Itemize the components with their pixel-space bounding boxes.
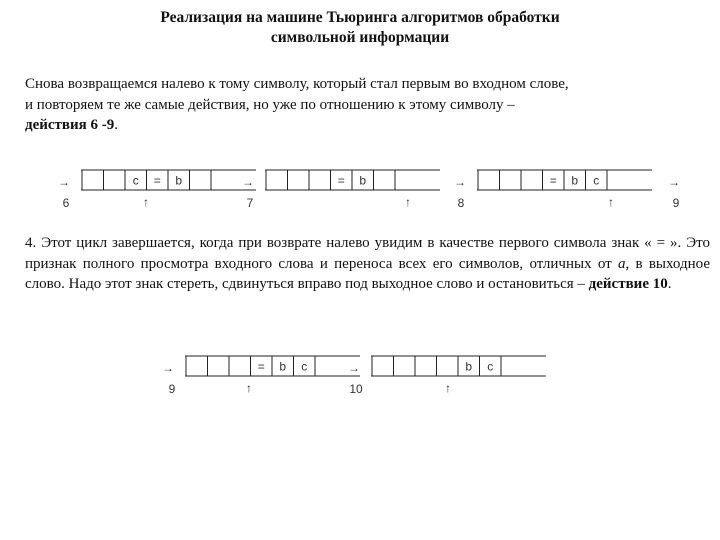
tape-cell-symbol: b (279, 359, 287, 374)
paragraph-2-var: a (617, 255, 626, 272)
paragraph-1-line-2: и повторяем те же самые действия, но уже по отношению к этому символу – (25, 96, 515, 113)
tape-cell-symbol: c (301, 359, 308, 374)
state-arrow-icon: → (58, 175, 70, 189)
tape-cell-symbol: = (337, 173, 345, 188)
state-arrow-icon: → (454, 175, 466, 189)
paragraph-2-bold: действие 10 (588, 276, 668, 292)
paragraph-2-text-a: 4. Этот цикл завершается, когда при возврате налево увидим в качестве первого символа знак « = ». Это признак полного просмотра входного слова и переноса всех его символов, отличных от (25, 235, 710, 272)
head-arrow-icon: ↑ (608, 195, 614, 209)
tape-cell-symbol: = (257, 359, 265, 374)
tape-cell-symbol: c (593, 173, 600, 188)
tape-diagram-step-7 (242, 170, 440, 210)
paragraph-2-end: . (667, 276, 672, 292)
state-arrow-icon: → (242, 175, 254, 189)
step-label: 6 (62, 196, 70, 210)
next-step-marker (668, 175, 680, 210)
head-arrow-icon: ↑ (246, 381, 252, 395)
step-label: 9 (168, 382, 176, 396)
paragraph-1-bold: действия 6 -9 (25, 117, 115, 133)
state-arrow-icon: → (162, 361, 174, 375)
head-arrow-icon: ↑ (405, 195, 411, 209)
tape-cell-symbol: = (549, 173, 557, 188)
paragraph-2 (25, 233, 710, 295)
head-arrow-icon: ↑ (445, 381, 451, 395)
tape-diagram-step-10 (348, 356, 546, 396)
tape-cell-symbol: b (359, 173, 367, 188)
tape-cell-symbol: = (153, 173, 161, 188)
tape-cell-symbol: c (487, 359, 494, 374)
paragraph-1-line-1: Снова возвращаемся налево к тому символу, который стал первым во входном слове, (25, 76, 569, 92)
title-line-2: символьной информации (270, 29, 450, 46)
tape-diagram-step-8 (454, 170, 652, 210)
tape-cell-symbol: c (132, 173, 139, 188)
step-label: 10 (349, 382, 363, 396)
tape-diagram-step-6 (58, 170, 256, 210)
paragraph-2-text-b: , в выходное слово. Надо этот знак стереть, сдвинуться вправо под выходное слово и остановиться – (25, 255, 711, 292)
step-label: 7 (246, 196, 254, 210)
paragraph-1-end: . (114, 117, 119, 133)
next-arrow-icon: → (668, 175, 680, 189)
state-arrow-icon: → (348, 361, 360, 375)
tape-cell-symbol: b (465, 359, 473, 374)
tape-diagram-step-9 (162, 356, 360, 396)
paragraph-1 (25, 74, 695, 136)
slide-title (60, 8, 660, 48)
step-label: 8 (457, 196, 465, 210)
title-line-1: Реализация на машине Тьюринга алгоритмов обработки (160, 9, 560, 26)
paragraph-1-line-3 (25, 115, 695, 136)
tape-cell-symbol: b (175, 173, 183, 188)
head-arrow-icon: ↑ (143, 195, 149, 209)
tape-cell-symbol: b (571, 173, 579, 188)
next-step-label: 9 (672, 196, 680, 210)
